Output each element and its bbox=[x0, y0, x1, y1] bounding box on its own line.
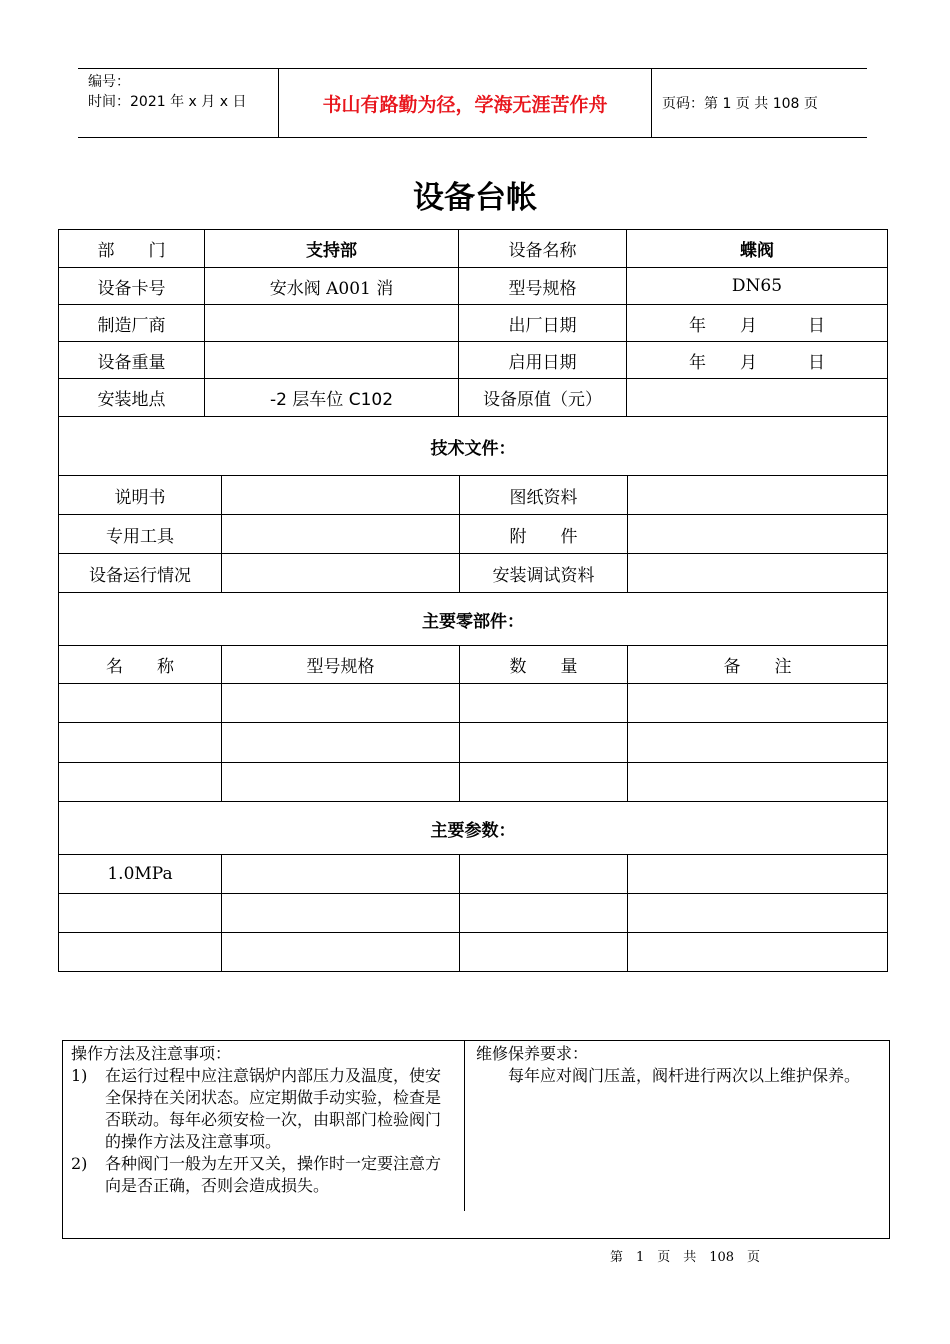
notes-box bbox=[62, 1040, 890, 1239]
operation-status-value bbox=[222, 554, 460, 593]
tools-label: 专用工具 bbox=[59, 515, 222, 554]
location-value: -2 层车位 C102 bbox=[205, 379, 459, 417]
factory-date-label: 出厂日期 bbox=[459, 305, 627, 342]
install-docs-value bbox=[628, 554, 888, 593]
operation-item-number: 1) bbox=[71, 1066, 88, 1085]
orig-value-value bbox=[627, 379, 888, 417]
card-value: 安水阀 A001 消 bbox=[205, 268, 459, 305]
operation-item-number: 2) bbox=[71, 1154, 88, 1173]
details-table bbox=[58, 416, 888, 972]
card-label: 设备卡号 bbox=[59, 268, 205, 305]
install-docs-label: 安装调试资料 bbox=[460, 554, 628, 593]
maintenance-title: 维修保养要求： bbox=[476, 1044, 589, 1063]
params-section-title: 主要参数： bbox=[59, 802, 888, 855]
operation-status-label: 设备运行情况 bbox=[59, 554, 222, 593]
parts-col-qty: 数 量 bbox=[460, 646, 628, 684]
page-footer bbox=[0, 1246, 950, 1265]
params-row bbox=[59, 855, 888, 894]
tools-value bbox=[222, 515, 460, 554]
operation-item bbox=[71, 1153, 456, 1197]
model-value: DN65 bbox=[627, 268, 888, 305]
params-value: 1.0MPa bbox=[59, 855, 222, 894]
params-row bbox=[59, 894, 888, 933]
header-motto: 书山有路勤为径，学海无涯苦作舟 bbox=[279, 69, 652, 137]
tech-section-title: 技术文件： bbox=[59, 417, 888, 476]
maintenance-text: 每年应对阀门压盖，阀杆进行两次以上维护保养。 bbox=[476, 1066, 861, 1085]
weight-label: 设备重量 bbox=[59, 342, 205, 379]
factory-date-value: 年 月 日 bbox=[627, 305, 888, 342]
operation-notes bbox=[63, 1041, 465, 1211]
maker-label: 制造厂商 bbox=[59, 305, 205, 342]
parts-col-model: 型号规格 bbox=[222, 646, 460, 684]
header-meta bbox=[78, 69, 279, 137]
parts-row bbox=[59, 723, 888, 763]
start-date-value: 年 月 日 bbox=[627, 342, 888, 379]
drawings-value bbox=[628, 476, 888, 515]
dept-label: 部 门 bbox=[59, 230, 205, 268]
maintenance-notes bbox=[466, 1041, 889, 1211]
location-label: 安装地点 bbox=[59, 379, 205, 417]
weight-value bbox=[205, 342, 459, 379]
manual-label: 说明书 bbox=[59, 476, 222, 515]
footer-page-number: 第 1 页 共 108 页 bbox=[609, 1250, 761, 1265]
parts-row bbox=[59, 763, 888, 802]
parts-col-name: 名 称 bbox=[59, 646, 222, 684]
operation-item-text: 各种阀门一般为左开又关，操作时一定要注意方向是否正确，否则会造成损失。 bbox=[105, 1154, 442, 1195]
number-label: 编号： bbox=[88, 74, 130, 90]
params-row bbox=[59, 933, 888, 972]
page-title: 设备台帐 bbox=[413, 180, 537, 216]
operation-item-text: 在运行过程中应注意锅炉内部压力及温度，使安全保持在关闭状态。应定期做手动实验，检查是否联动。每年必须安检一次，由职部门检验阀门的操作方法及注意事项。 bbox=[105, 1066, 442, 1151]
drawings-label: 图纸资料 bbox=[460, 476, 628, 515]
attachments-value bbox=[628, 515, 888, 554]
date-label: 时间：2021 年 x 月 x 日 bbox=[88, 94, 247, 110]
operation-title: 操作方法及注意事项： bbox=[71, 1044, 232, 1063]
model-label: 型号规格 bbox=[459, 268, 627, 305]
parts-section-title: 主要零部件： bbox=[59, 593, 888, 646]
manual-value bbox=[222, 476, 460, 515]
maker-value bbox=[205, 305, 459, 342]
operation-item bbox=[71, 1065, 456, 1153]
equipment-info-table bbox=[58, 229, 888, 417]
attachments-label: 附 件 bbox=[460, 515, 628, 554]
orig-value-label: 设备原值（元） bbox=[459, 379, 627, 417]
header-page-label: 页码：第 1 页 共 108 页 bbox=[662, 96, 818, 112]
parts-col-note: 备 注 bbox=[628, 646, 888, 684]
start-date-label: 启用日期 bbox=[459, 342, 627, 379]
name-value: 蝶阀 bbox=[627, 230, 888, 268]
dept-value: 支持部 bbox=[205, 230, 459, 268]
page-header bbox=[78, 68, 867, 138]
parts-row bbox=[59, 684, 888, 723]
name-label: 设备名称 bbox=[459, 230, 627, 268]
